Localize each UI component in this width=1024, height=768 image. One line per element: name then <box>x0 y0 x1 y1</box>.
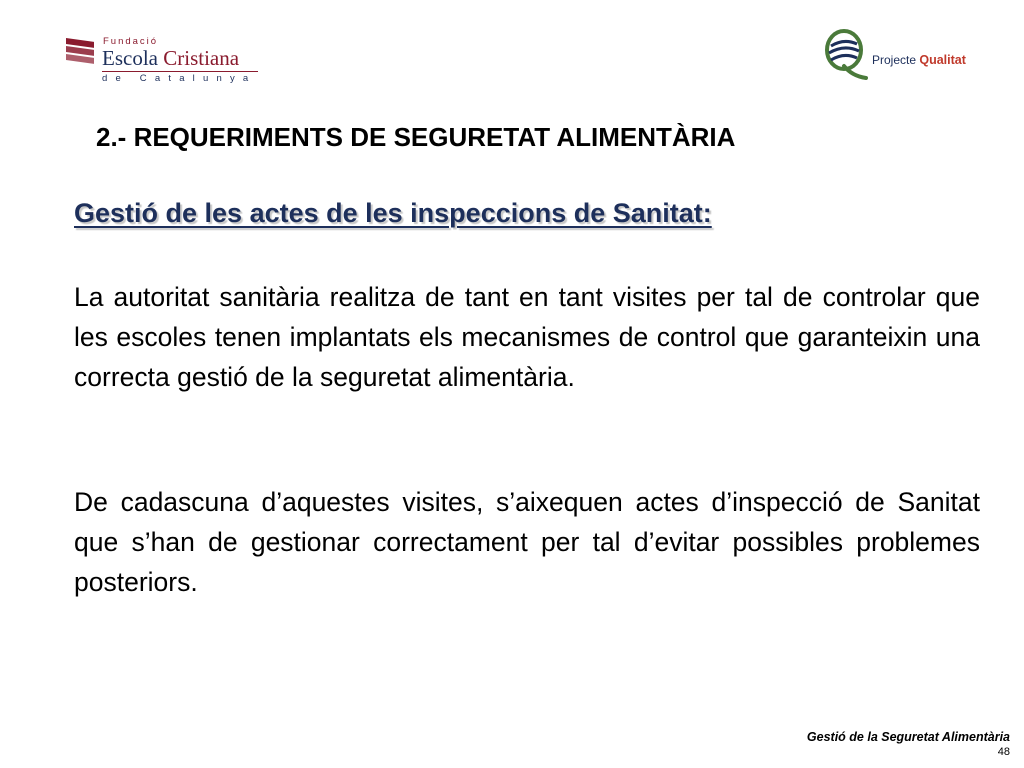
projecte-qualitat-logo <box>822 28 982 84</box>
projecte-qualitat-text <box>872 53 966 67</box>
fec-logo-word1: Escola <box>102 46 158 70</box>
slide-title: 2.- REQUERIMENTS DE SEGURETAT ALIMENTÀRIA <box>96 122 736 152</box>
fec-logo-word2: Cristiana <box>163 46 240 70</box>
body-paragraph-1: La autoritat sanitària realitza de tant en tant visites per tal de controlar que les escoles tenen implantats els mecanismes de control que garanteixin una correcta gestió de la seguretat alimentària. <box>74 282 980 392</box>
pq-word1: Projecte <box>872 53 917 67</box>
footer-text: Gestió de la Seguretat Alimentària <box>806 730 1010 744</box>
fundacio-escola-cristiana-logo <box>66 36 266 84</box>
fec-logo-mark-icon <box>66 38 96 70</box>
fec-logo-bottom-text: de Catalunya <box>102 73 257 84</box>
fec-logo-small-text: Fundació <box>103 36 159 47</box>
slide-footer <box>807 729 1010 759</box>
pq-word2: Qualitat <box>919 53 966 67</box>
fec-logo-divider <box>102 71 258 72</box>
qualitat-q-icon <box>822 28 870 82</box>
body-paragraph-2: De cadascuna d’aquestes visites, s’aixequen actes d’inspecció de Sanitat que s’han de gestionar correctament per tal d’evitar possibles problemes posteriors. <box>74 487 980 597</box>
fec-logo-main-text <box>102 46 239 71</box>
page-number: 48 <box>997 746 1010 758</box>
section-subheading: Gestió de les actes de les inspeccions de Sanitat: <box>74 198 712 228</box>
